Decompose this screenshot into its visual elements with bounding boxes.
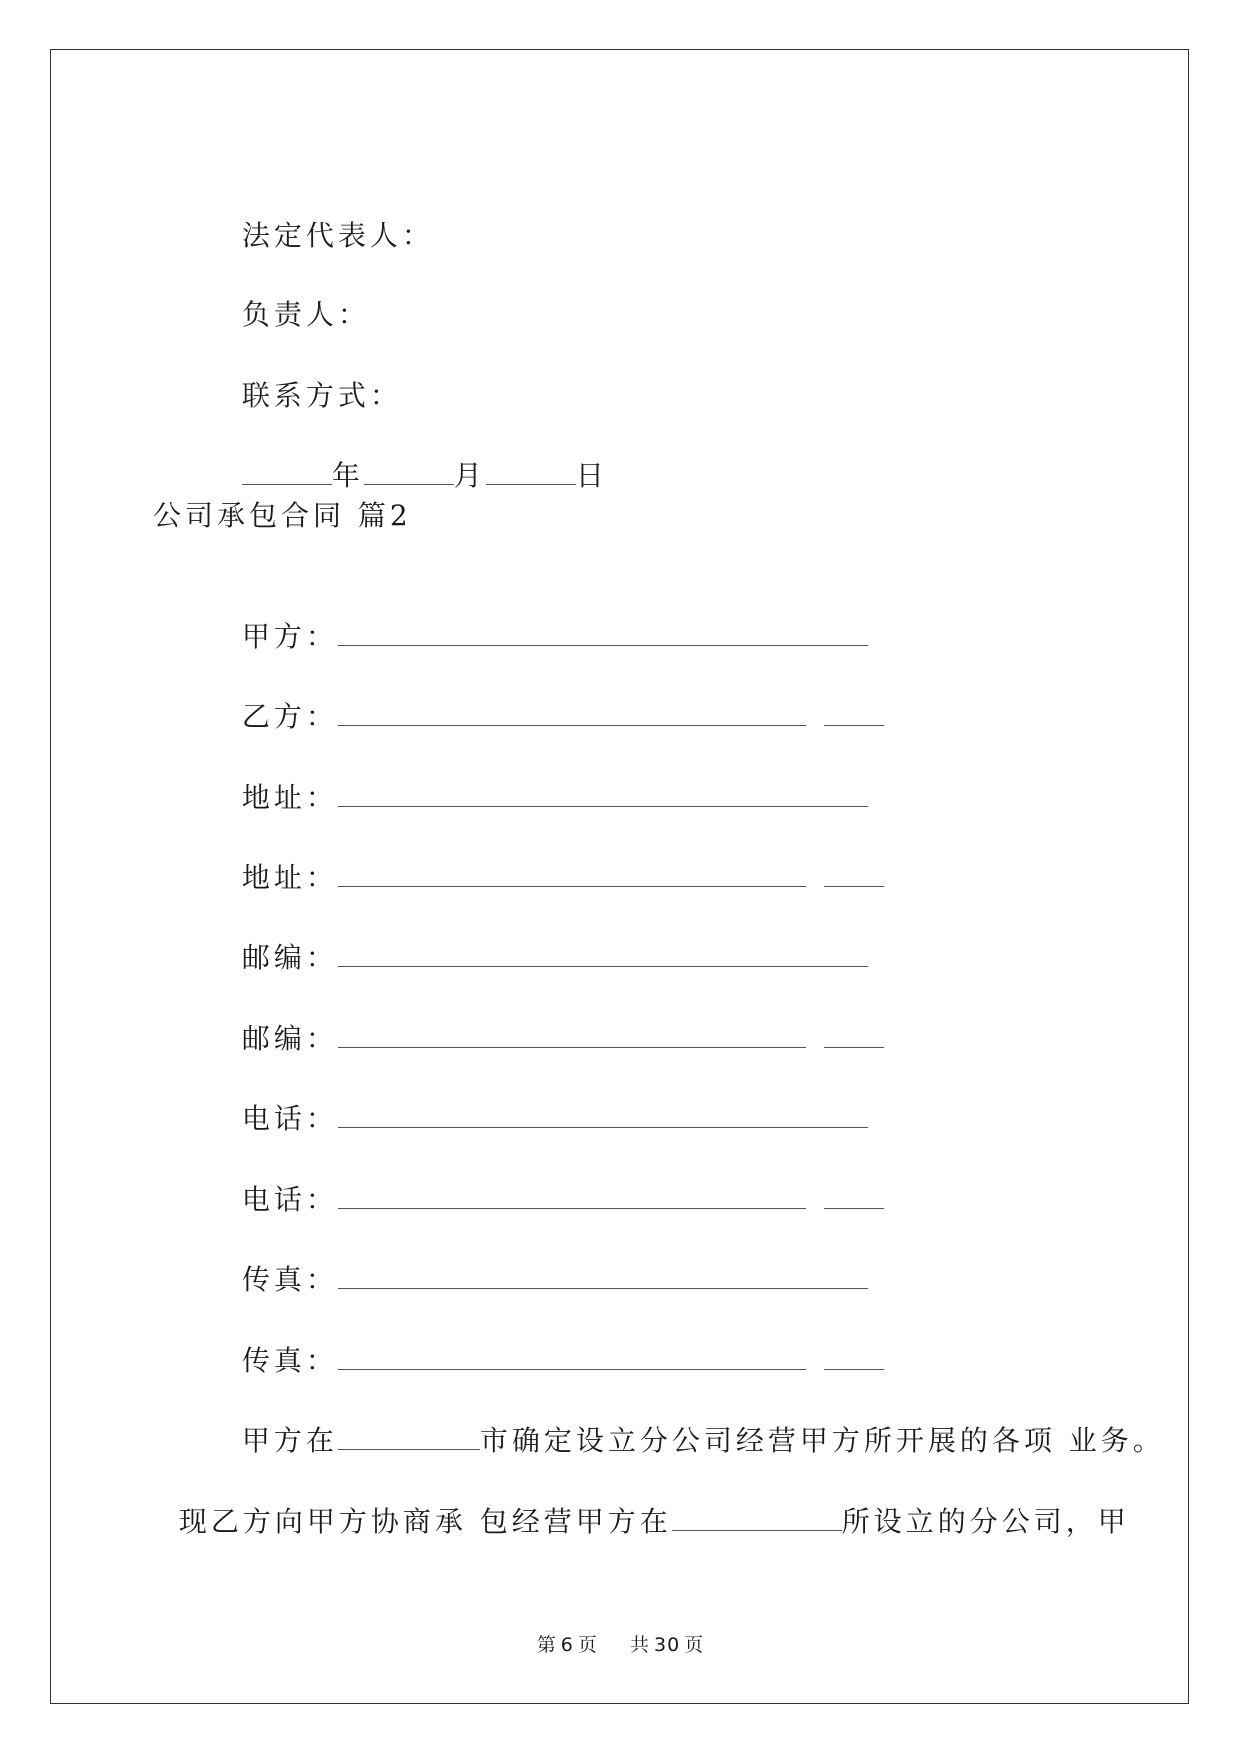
field-label: 地址：	[241, 781, 338, 814]
date-line	[216, 416, 608, 496]
field-label: 甲方：	[241, 620, 338, 653]
paragraph-line-1	[216, 1381, 1165, 1461]
field-postcode-b	[216, 979, 884, 1059]
year-label: 年	[331, 459, 364, 492]
page-footer	[0, 1630, 1241, 1657]
footer-page-suffix: 页	[577, 1634, 598, 1656]
field-phone-b	[216, 1140, 884, 1220]
legal-representative-line	[216, 176, 434, 256]
section-title: 公司承包合同 篇2	[153, 499, 412, 532]
month-label: 月	[453, 459, 486, 492]
field-blank	[338, 619, 868, 646]
person-in-charge-label: 负责人：	[241, 298, 370, 331]
field-address-b	[216, 818, 884, 898]
field-blank-extra	[824, 1021, 884, 1048]
paragraph-text: 所设立的分公司，甲	[841, 1505, 1130, 1538]
field-blank	[338, 860, 806, 887]
day-label: 日	[575, 459, 608, 492]
field-fax-b	[216, 1301, 884, 1381]
contact-line	[216, 336, 402, 416]
day-blank	[486, 458, 576, 485]
legal-representative-label: 法定代表人：	[241, 219, 434, 252]
field-label: 传真：	[241, 1263, 338, 1296]
paragraph-text: 现乙方向甲方协商承 包经营甲方在	[178, 1505, 672, 1538]
field-fax-a	[216, 1220, 868, 1300]
field-blank-extra	[824, 1182, 884, 1209]
field-label: 邮编：	[241, 1022, 338, 1055]
field-label: 电话：	[241, 1183, 338, 1216]
paragraph-text: 市确定设立分公司经营甲方所开展的各项 业务。	[479, 1424, 1165, 1457]
field-label: 邮编：	[241, 941, 338, 974]
field-blank	[338, 1182, 806, 1209]
field-blank-extra	[824, 699, 884, 726]
footer-page-prefix: 第	[536, 1634, 557, 1656]
field-blank-extra	[824, 1343, 884, 1370]
paragraph-text: 甲方在	[241, 1424, 338, 1457]
paragraph-line-2	[153, 1462, 1130, 1542]
field-label: 传真：	[241, 1344, 338, 1377]
field-label: 地址：	[241, 861, 338, 894]
month-blank	[364, 458, 454, 485]
footer-page-number: 6	[560, 1634, 574, 1656]
field-postcode-a	[216, 898, 868, 978]
field-party-a	[216, 577, 868, 657]
footer-total-prefix: 共	[630, 1634, 651, 1656]
field-blank	[338, 780, 868, 807]
field-label: 乙方：	[241, 700, 338, 733]
footer-total-number: 30	[654, 1634, 681, 1656]
field-blank	[338, 1101, 868, 1128]
field-blank	[338, 940, 868, 967]
field-blank	[338, 1262, 868, 1289]
field-phone-a	[216, 1059, 868, 1139]
field-party-b	[216, 657, 884, 737]
footer-total-suffix: 页	[684, 1634, 705, 1656]
field-blank-extra	[824, 860, 884, 887]
place-blank	[672, 1504, 842, 1531]
field-blank	[338, 1343, 806, 1370]
field-address-a	[216, 738, 868, 818]
field-blank	[338, 699, 806, 726]
city-blank	[338, 1423, 480, 1450]
field-blank	[338, 1021, 806, 1048]
year-blank	[242, 458, 332, 485]
contact-label: 联系方式：	[241, 379, 402, 412]
person-in-charge-line	[216, 255, 370, 335]
field-label: 电话：	[241, 1102, 338, 1135]
